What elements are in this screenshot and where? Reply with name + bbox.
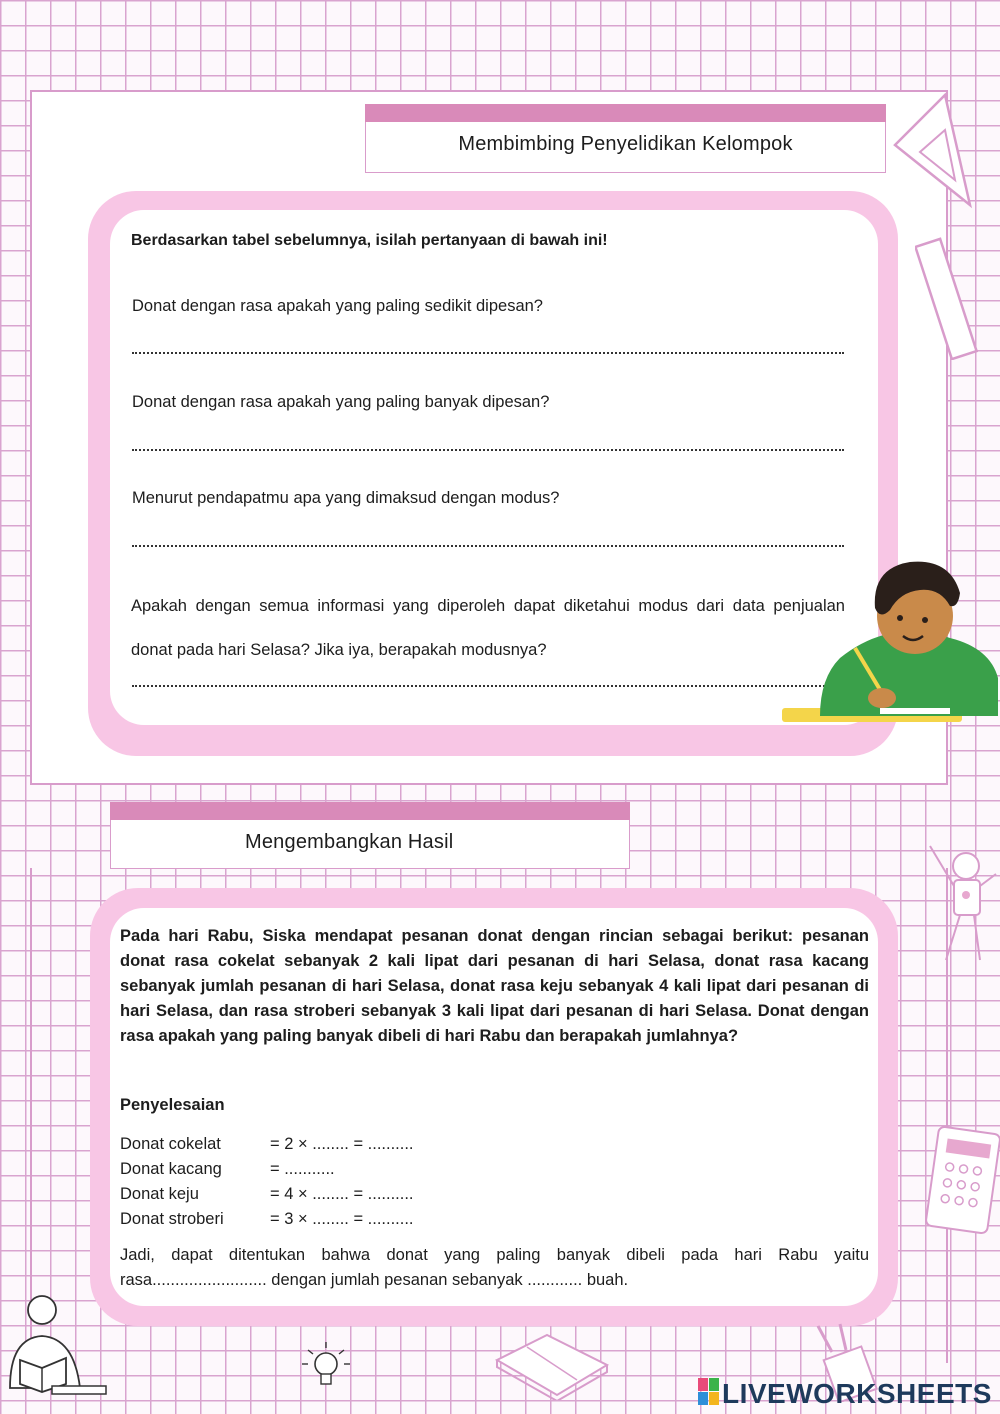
- solution-title: Penyelesaian: [120, 1096, 225, 1114]
- girl-cheering-icon: [918, 838, 1000, 968]
- question-3: Menurut pendapatmu apa yang dimaksud dengan modus?: [132, 489, 560, 507]
- answer-line-2[interactable]: [132, 449, 844, 451]
- question-4: Apakah dengan semua informasi yang diperoleh dapat diketahui modus dari data penjualan donat pada hari Selasa? Jika iya, berapakah modusnya?: [131, 597, 845, 659]
- section-title: Mengembangkan Hasil: [245, 831, 454, 853]
- solution-row-keju: [120, 1185, 414, 1204]
- row-label: Donat stroberi: [120, 1210, 224, 1228]
- solution-row-cokelat: [120, 1135, 414, 1154]
- header-accent-bar: [110, 802, 630, 820]
- answer-line-4[interactable]: [132, 685, 844, 687]
- row-label: Donat cokelat: [120, 1135, 221, 1153]
- row-expression[interactable]: = ...........: [270, 1160, 335, 1178]
- open-book-icon: [492, 1325, 612, 1400]
- live-badge-icon: [698, 1378, 720, 1406]
- row-expression[interactable]: = 3 × ........ = ..........: [270, 1210, 414, 1228]
- conclusion-text[interactable]: Jadi, dapat ditentukan bahwa donat yang paling banyak dibeli pada hari Rabu yaitu rasa......................... dengan jumlah pesanan sebanyak ............ buah.: [120, 1246, 869, 1289]
- row-label: Donat keju: [120, 1185, 199, 1203]
- row-expression[interactable]: = 4 × ........ = ..........: [270, 1185, 414, 1203]
- header-accent-bar: [365, 104, 886, 122]
- instruction-text: Berdasarkan tabel sebelumnya, isilah pertanyaan di bawah ini!: [131, 232, 608, 249]
- answer-line-3[interactable]: [132, 545, 844, 547]
- boy-writing-icon: [780, 548, 1000, 726]
- question-2: Donat dengan rasa apakah yang paling banyak dipesan?: [132, 393, 550, 411]
- brand-name: LIVEWORKSHEETS: [722, 1378, 992, 1409]
- row-label: Donat kacang: [120, 1160, 222, 1178]
- solution-row-stroberi: [120, 1210, 414, 1229]
- section-header-investigation: [365, 104, 886, 173]
- man-reading-icon: [0, 1288, 110, 1398]
- question-1: Donat dengan rasa apakah yang paling sedikit dipesan?: [132, 297, 543, 315]
- solution-row-kacang: [120, 1160, 335, 1179]
- problem-text: Pada hari Rabu, Siska mendapat pesanan donat dengan rincian sebagai berikut: pesanan donat rasa cokelat sebanyak 2 kali lipat dari pesanan di hari Selasa, donat rasa kacang sebanyak jumlah pesanan di hari Selasa, donat rasa keju sebanyak 4 kali lipat dari pesanan di hari Selasa, dan rasa stroberi sebanyak 3 kali lipat dari pesanan di hari Selasa. Donat dengan rasa apakah yang paling banyak dibeli di hari Rabu dan berapakah jumlahnya?: [120, 927, 869, 1045]
- answer-line-1[interactable]: [132, 352, 844, 354]
- section-title: Membimbing Penyelidikan Kelompok: [458, 133, 793, 155]
- triangle-ruler-icon: [890, 90, 975, 210]
- section-header-results: [110, 802, 630, 869]
- row-expression[interactable]: = 2 × ........ = ..........: [270, 1135, 414, 1153]
- ruler-icon: [915, 235, 985, 360]
- liveworksheets-logo: [698, 1378, 992, 1410]
- lightbulb-icon: [296, 1336, 356, 1396]
- calculator-icon: [924, 1125, 1000, 1235]
